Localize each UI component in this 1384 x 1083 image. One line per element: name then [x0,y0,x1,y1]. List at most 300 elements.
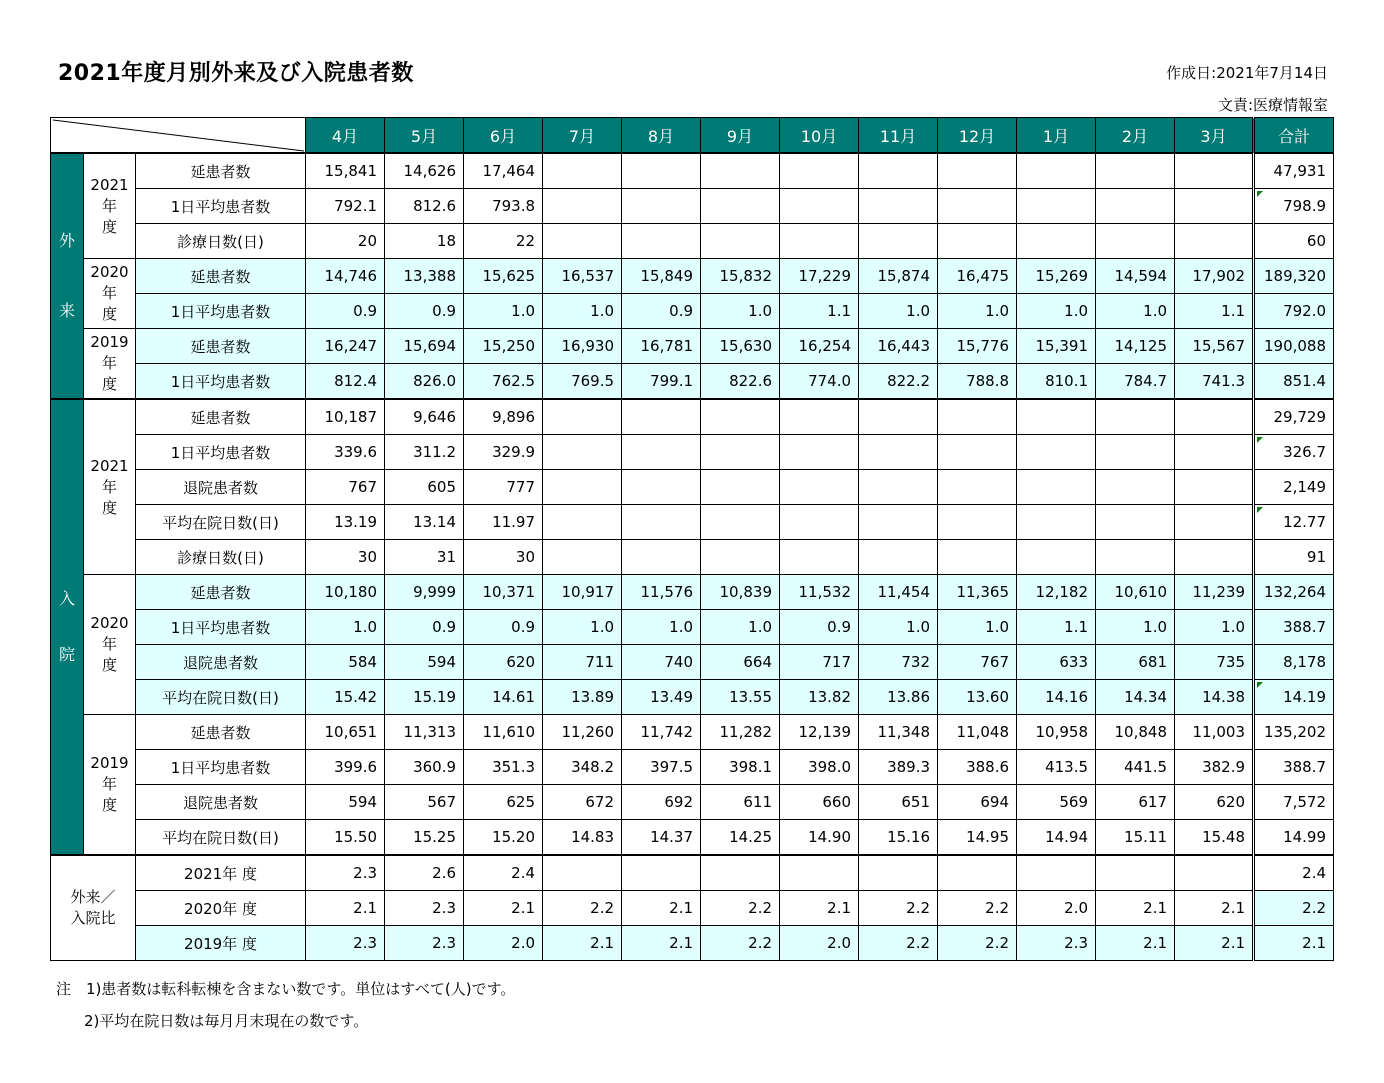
value-cell: 14.61 [464,680,543,715]
table-row [51,399,1334,435]
value-cell: 18 [385,224,464,259]
row-label: 1日平均患者数 [136,189,306,224]
table-row [51,715,1334,750]
value-cell: 2.1 [1096,926,1175,961]
value-cell: 1.0 [1096,294,1175,329]
value-cell: 1.0 [701,610,780,645]
value-cell [1175,224,1254,259]
table-row [51,820,1334,856]
value-cell: 15.50 [306,820,385,856]
year-line: 度 [101,217,117,236]
year-line: 年 [101,635,117,653]
value-cell: 15,776 [938,329,1017,364]
value-cell: 13.14 [385,505,464,540]
value-cell: 14.90 [780,820,859,856]
row-label: 平均在院日数(日) [136,820,306,856]
value-cell: 11,313 [385,715,464,750]
total-cell: 2,149 [1254,470,1334,505]
value-cell: 2.1 [543,926,622,961]
value-cell: 398.1 [701,750,780,785]
value-cell [622,855,701,891]
year-line: 2019 [90,333,129,351]
row-label: 延患者数 [136,575,306,610]
value-cell [701,505,780,540]
value-cell: 14.94 [1017,820,1096,856]
value-cell: 594 [385,645,464,680]
value-cell: 784.7 [1096,364,1175,400]
value-cell: 2.3 [306,855,385,891]
year-line: 年 [101,354,117,372]
note-marker-icon [1257,191,1263,197]
row-label: 延患者数 [136,329,306,364]
ratio-group-label [51,855,136,961]
value-cell [938,855,1017,891]
total-cell: 798.9 [1254,189,1334,224]
group-char: 入 [58,589,75,608]
value-cell [622,399,701,435]
value-cell: 11,532 [780,575,859,610]
value-cell: 664 [701,645,780,680]
value-cell: 15,391 [1017,329,1096,364]
value-cell: 2.2 [859,891,938,926]
total-cell: 388.7 [1254,750,1334,785]
value-cell: 2.3 [385,926,464,961]
table-body [51,153,1334,961]
value-cell: 2.1 [622,891,701,926]
value-cell [780,435,859,470]
row-label: 1日平均患者数 [136,435,306,470]
total-cell: 12.77 [1254,505,1334,540]
table-row [51,891,1334,926]
value-cell: 11,048 [938,715,1017,750]
total-cell: 47,931 [1254,153,1334,189]
value-cell: 1.0 [306,610,385,645]
value-cell [1096,153,1175,189]
value-cell: 11,454 [859,575,938,610]
value-cell: 14,125 [1096,329,1175,364]
table-row [51,540,1334,575]
row-label: 平均在院日数(日) [136,680,306,715]
value-cell: 1.0 [1175,610,1254,645]
value-cell: 1.0 [859,294,938,329]
value-cell: 0.9 [385,294,464,329]
corner-diagonal [51,118,306,152]
row-label: 2021年 度 [136,855,306,891]
value-cell: 793.8 [464,189,543,224]
value-cell: 15.42 [306,680,385,715]
value-cell: 10,917 [543,575,622,610]
value-cell: 2.1 [1175,926,1254,961]
value-cell: 620 [1175,785,1254,820]
value-cell: 30 [306,540,385,575]
month-header: 8月 [622,118,701,154]
value-cell [1017,189,1096,224]
total-cell: 388.7 [1254,610,1334,645]
value-cell: 672 [543,785,622,820]
value-cell: 711 [543,645,622,680]
value-cell: 14,746 [306,259,385,294]
table-row [51,680,1334,715]
value-cell: 1.1 [780,294,859,329]
row-label: 退院患者数 [136,470,306,505]
value-cell: 13.86 [859,680,938,715]
value-cell [1175,505,1254,540]
value-cell: 11,610 [464,715,543,750]
table-row [51,575,1334,610]
table-row [51,329,1334,364]
fiscal-year-label [84,259,136,329]
value-cell [1096,855,1175,891]
value-cell [859,540,938,575]
year-line: 度 [101,656,117,674]
value-cell: 15,567 [1175,329,1254,364]
total-cell: 189,320 [1254,259,1334,294]
value-cell [938,540,1017,575]
year-line: 年 [101,477,117,496]
value-cell: 1.1 [1175,294,1254,329]
value-cell: 15.25 [385,820,464,856]
value-cell: 740 [622,645,701,680]
total-cell: 8,178 [1254,645,1334,680]
value-cell: 2.3 [306,926,385,961]
value-cell: 735 [1175,645,1254,680]
value-cell [938,505,1017,540]
value-cell: 826.0 [385,364,464,400]
row-label: 1日平均患者数 [136,364,306,400]
value-cell: 15,269 [1017,259,1096,294]
value-cell: 13.19 [306,505,385,540]
value-cell: 2.1 [622,926,701,961]
value-cell [1096,399,1175,435]
value-cell: 2.1 [306,891,385,926]
year-line: 度 [101,796,117,814]
value-cell [1017,470,1096,505]
value-cell: 14.38 [1175,680,1254,715]
value-cell: 9,896 [464,399,543,435]
value-cell: 0.9 [464,610,543,645]
value-cell [543,540,622,575]
value-cell [1096,189,1175,224]
table-row [51,294,1334,329]
value-cell: 10,839 [701,575,780,610]
value-cell [701,435,780,470]
value-cell [938,189,1017,224]
value-cell: 14.16 [1017,680,1096,715]
value-cell: 741.3 [1175,364,1254,400]
value-cell: 1.0 [543,294,622,329]
value-cell [1096,540,1175,575]
value-cell [622,189,701,224]
value-cell: 12,182 [1017,575,1096,610]
table-row [51,750,1334,785]
value-cell: 810.1 [1017,364,1096,400]
month-header: 1月 [1017,118,1096,154]
value-cell [1175,435,1254,470]
value-cell [1096,435,1175,470]
value-cell: 2.0 [1017,891,1096,926]
value-cell [1017,399,1096,435]
year-line: 度 [101,305,117,323]
value-cell [780,153,859,189]
month-header: 9月 [701,118,780,154]
value-cell: 351.3 [464,750,543,785]
value-cell: 11,576 [622,575,701,610]
value-cell: 2.1 [1096,891,1175,926]
ratio-label-line: 外来／ [70,888,116,906]
value-cell: 812.4 [306,364,385,400]
value-cell: 2.0 [780,926,859,961]
note-1: 注 1)患者数は転科転棟を含まない数です。単位はすべて(人)です。 [56,980,516,998]
value-cell [859,153,938,189]
row-label: 平均在院日数(日) [136,505,306,540]
ratio-label-line: 入院比 [70,909,116,927]
value-cell: 10,371 [464,575,543,610]
value-cell: 31 [385,540,464,575]
total-cell: 190,088 [1254,329,1334,364]
value-cell: 822.2 [859,364,938,400]
year-line: 年 [101,196,117,215]
year-line: 2020 [90,263,129,281]
year-line: 度 [101,498,117,517]
value-cell: 0.9 [306,294,385,329]
row-label: 退院患者数 [136,645,306,680]
value-cell: 651 [859,785,938,820]
year-line: 2020 [90,614,129,632]
table-row [51,855,1334,891]
value-cell [622,224,701,259]
value-cell: 329.9 [464,435,543,470]
value-cell [1017,540,1096,575]
year-line: 2021 [90,175,129,194]
value-cell: 10,848 [1096,715,1175,750]
value-cell [859,435,938,470]
value-cell: 13.55 [701,680,780,715]
value-cell: 20 [306,224,385,259]
value-cell: 11,239 [1175,575,1254,610]
value-cell: 388.6 [938,750,1017,785]
value-cell: 360.9 [385,750,464,785]
total-cell: 14.19 [1254,680,1334,715]
value-cell: 11,003 [1175,715,1254,750]
value-cell: 717 [780,645,859,680]
value-cell: 339.6 [306,435,385,470]
value-cell: 9,999 [385,575,464,610]
value-cell: 767 [306,470,385,505]
row-label: 延患者数 [136,399,306,435]
value-cell: 633 [1017,645,1096,680]
value-cell: 822.6 [701,364,780,400]
total-cell: 7,572 [1254,785,1334,820]
value-cell: 788.8 [938,364,1017,400]
value-cell [622,435,701,470]
table-row [51,785,1334,820]
value-cell [701,153,780,189]
value-cell: 694 [938,785,1017,820]
value-cell: 611 [701,785,780,820]
month-header: 2月 [1096,118,1175,154]
table-row [51,435,1334,470]
value-cell: 16,475 [938,259,1017,294]
group-char: 外 [58,231,75,250]
value-cell: 13.60 [938,680,1017,715]
value-cell [1175,153,1254,189]
value-cell [1175,540,1254,575]
value-cell [543,505,622,540]
value-cell: 398.0 [780,750,859,785]
value-cell: 692 [622,785,701,820]
value-cell: 2.2 [543,891,622,926]
table-row [51,364,1334,400]
value-cell [543,224,622,259]
value-cell: 11,742 [622,715,701,750]
value-cell: 15,832 [701,259,780,294]
value-cell: 348.2 [543,750,622,785]
value-cell: 1.0 [1096,610,1175,645]
value-cell [701,470,780,505]
value-cell: 14.95 [938,820,1017,856]
value-cell [938,399,1017,435]
month-header: 6月 [464,118,543,154]
value-cell: 10,958 [1017,715,1096,750]
value-cell: 13.82 [780,680,859,715]
value-cell: 15,250 [464,329,543,364]
fiscal-year-label [84,399,136,575]
value-cell: 15,694 [385,329,464,364]
value-cell: 2.2 [859,926,938,961]
row-label: 診療日数(日) [136,224,306,259]
value-cell [780,189,859,224]
value-cell: 16,781 [622,329,701,364]
month-header: 11月 [859,118,938,154]
value-cell [780,540,859,575]
month-header: 5月 [385,118,464,154]
value-cell: 569 [1017,785,1096,820]
total-cell: 29,729 [1254,399,1334,435]
value-cell: 382.9 [1175,750,1254,785]
value-cell [1017,505,1096,540]
value-cell: 10,610 [1096,575,1175,610]
value-cell: 14.83 [543,820,622,856]
value-cell [938,224,1017,259]
value-cell: 11,365 [938,575,1017,610]
total-cell: 132,264 [1254,575,1334,610]
value-cell: 15,630 [701,329,780,364]
value-cell: 16,930 [543,329,622,364]
value-cell [543,855,622,891]
row-label: 1日平均患者数 [136,610,306,645]
value-cell: 441.5 [1096,750,1175,785]
value-cell [859,189,938,224]
value-cell [859,855,938,891]
value-cell [780,224,859,259]
row-label: 延患者数 [136,715,306,750]
value-cell: 2.3 [1017,926,1096,961]
value-cell: 2.0 [464,926,543,961]
value-cell [1175,470,1254,505]
value-cell [1017,153,1096,189]
row-label: 延患者数 [136,153,306,189]
value-cell: 812.6 [385,189,464,224]
note-marker-icon [1257,437,1263,443]
value-cell: 799.1 [622,364,701,400]
value-cell: 1.0 [938,294,1017,329]
table-row [51,505,1334,540]
value-cell: 17,229 [780,259,859,294]
value-cell: 2.4 [464,855,543,891]
value-cell [701,399,780,435]
value-cell: 16,247 [306,329,385,364]
value-cell: 1.0 [464,294,543,329]
value-cell [1096,224,1175,259]
year-line: 2021 [90,456,129,475]
month-header: 3月 [1175,118,1254,154]
value-cell: 2.6 [385,855,464,891]
outpatient-group-label [51,153,84,399]
value-cell: 1.0 [701,294,780,329]
value-cell: 1.0 [622,610,701,645]
value-cell [543,399,622,435]
value-cell: 1.0 [859,610,938,645]
total-cell: 135,202 [1254,715,1334,750]
value-cell [701,540,780,575]
value-cell: 1.1 [1017,610,1096,645]
value-cell: 15,874 [859,259,938,294]
value-cell [701,224,780,259]
fiscal-year-label [84,153,136,259]
inpatient-group-label [51,399,84,855]
value-cell: 584 [306,645,385,680]
value-cell: 15.20 [464,820,543,856]
value-cell [938,435,1017,470]
value-cell [1017,435,1096,470]
value-cell [543,189,622,224]
value-cell: 397.5 [622,750,701,785]
value-cell: 605 [385,470,464,505]
value-cell [622,153,701,189]
value-cell: 15.11 [1096,820,1175,856]
value-cell [859,399,938,435]
row-label: 延患者数 [136,259,306,294]
value-cell: 2.3 [385,891,464,926]
row-label: 2019年 度 [136,926,306,961]
value-cell: 14.37 [622,820,701,856]
value-cell: 15,841 [306,153,385,189]
value-cell: 10,187 [306,399,385,435]
row-label: 1日平均患者数 [136,294,306,329]
value-cell [938,153,1017,189]
value-cell [1175,399,1254,435]
group-char: 来 [58,301,75,320]
value-cell [859,224,938,259]
value-cell: 14.25 [701,820,780,856]
row-label: 1日平均患者数 [136,750,306,785]
total-cell: 91 [1254,540,1334,575]
value-cell [780,855,859,891]
value-cell: 16,537 [543,259,622,294]
value-cell: 2.2 [701,891,780,926]
value-cell: 22 [464,224,543,259]
value-cell: 1.0 [1017,294,1096,329]
value-cell [1175,189,1254,224]
total-cell: 2.2 [1254,891,1334,926]
value-cell: 594 [306,785,385,820]
value-cell: 681 [1096,645,1175,680]
value-cell: 15.16 [859,820,938,856]
value-cell: 769.5 [543,364,622,400]
value-cell: 2.1 [464,891,543,926]
value-cell [1017,224,1096,259]
value-cell: 774.0 [780,364,859,400]
